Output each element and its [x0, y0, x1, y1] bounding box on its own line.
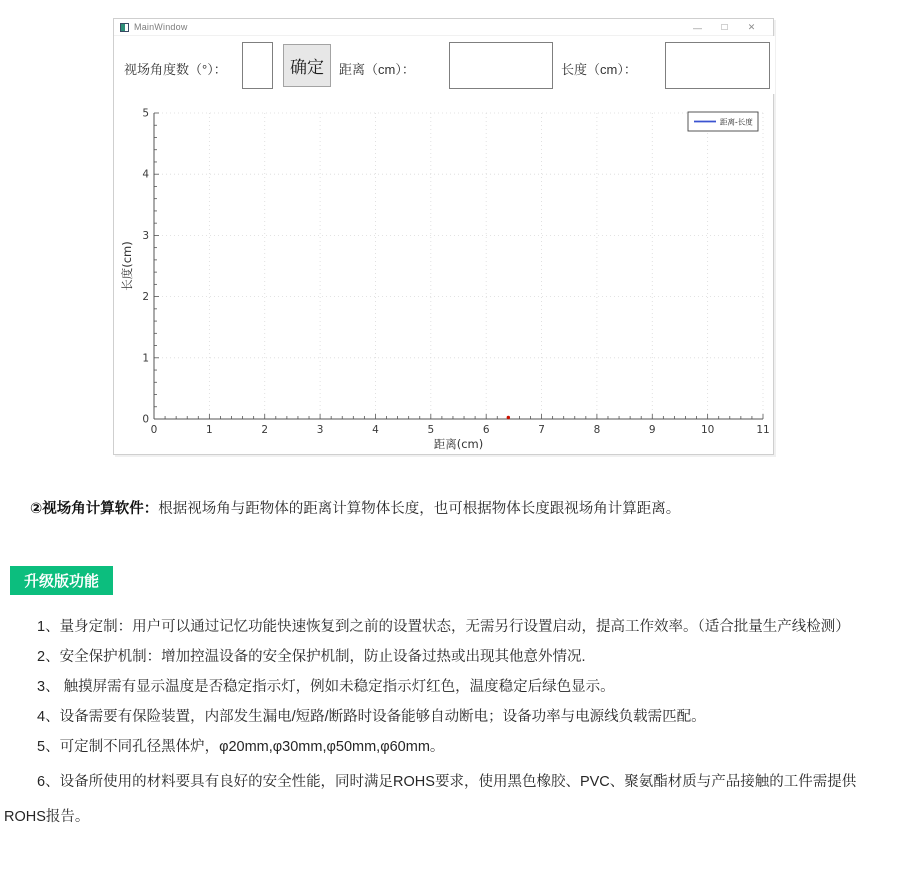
fov-input[interactable]	[242, 42, 273, 89]
minimize-button[interactable]: —	[693, 22, 702, 33]
distance-input[interactable]	[449, 42, 553, 89]
list-item: 4、设备需要有保险装置，内部发生漏电/短路/断路时设备能够自动断电；设备功率与电源线负载需匹配。	[37, 709, 706, 725]
app-icon	[120, 23, 129, 32]
svg-text:1: 1	[142, 352, 149, 365]
chart-canvas	[114, 94, 775, 456]
window-title: MainWindow	[134, 22, 188, 32]
legend-label: 距离-长度	[720, 117, 753, 127]
svg-text:1: 1	[206, 424, 213, 436]
svg-text:4: 4	[142, 168, 149, 181]
svg-text:0: 0	[150, 424, 158, 436]
list-item: 6、设备所使用的材料要具有良好的安全性能，同时满足ROHS要求，使用黑色橡胶、PVC、聚氨酯材质与产品接触的工件需提供ROHS报告。	[4, 774, 857, 825]
description-bold: ②视场角计算软件：	[30, 501, 159, 517]
list-item: 3、 触摸屏需有显示温度是否稳定指示灯，例如未稳定指示灯红色，温度稳定后绿色显示。	[37, 679, 615, 695]
svg-text:0: 0	[142, 413, 149, 426]
svg-text:9: 9	[648, 424, 656, 436]
maximize-button[interactable]: □	[721, 22, 728, 33]
fov-label: 视场角度数（°）：	[124, 62, 227, 77]
svg-text:3: 3	[316, 424, 324, 436]
svg-text:7: 7	[538, 424, 545, 436]
svg-text:2: 2	[261, 424, 269, 436]
list-item: 1、量身定制：用户可以通过记忆功能快速恢复到之前的设置状态，无需另行设置启动，提高工作效率。（适合批量生产线检测）	[37, 619, 850, 635]
section-badge: 升级版功能	[10, 566, 113, 595]
close-button[interactable]: ✕	[747, 22, 756, 32]
distance-label: 距离（cm）：	[339, 62, 415, 77]
y-axis-label: 长度(cm)	[120, 241, 134, 291]
length-input[interactable]	[665, 42, 770, 89]
description-text: 根据视场角与距物体的距离计算物体长度，也可根据物体长度跟视场角计算距离。	[158, 501, 681, 517]
svg-text:3: 3	[142, 229, 149, 242]
svg-text:6: 6	[482, 424, 490, 436]
svg-text:10: 10	[700, 424, 715, 436]
x-axis-label: 距离(cm)	[433, 437, 484, 451]
list-item: 5、可定制不同孔径黑体炉，φ20mm,φ30mm,φ50mm,φ60mm。	[37, 739, 445, 755]
svg-text:2: 2	[142, 291, 149, 304]
title-bar[interactable]	[114, 19, 773, 36]
svg-text:5: 5	[142, 107, 149, 120]
svg-text:4: 4	[372, 424, 379, 436]
main-window	[113, 18, 774, 455]
window-controls	[684, 19, 765, 36]
svg-text:11: 11	[756, 424, 770, 436]
list-item: 2、安全保护机制：增加控温设备的安全保护机制，防止设备过热或出现其他意外情况.	[37, 649, 586, 665]
svg-text:8: 8	[593, 424, 601, 436]
feature-list	[4, 612, 896, 835]
confirm-button[interactable]: 确定	[283, 44, 331, 87]
svg-text:5: 5	[427, 424, 435, 436]
length-label: 长度（cm）：	[561, 62, 637, 77]
data-point-marker	[507, 416, 510, 419]
description-paragraph	[30, 497, 890, 518]
toolbar	[114, 36, 775, 94]
